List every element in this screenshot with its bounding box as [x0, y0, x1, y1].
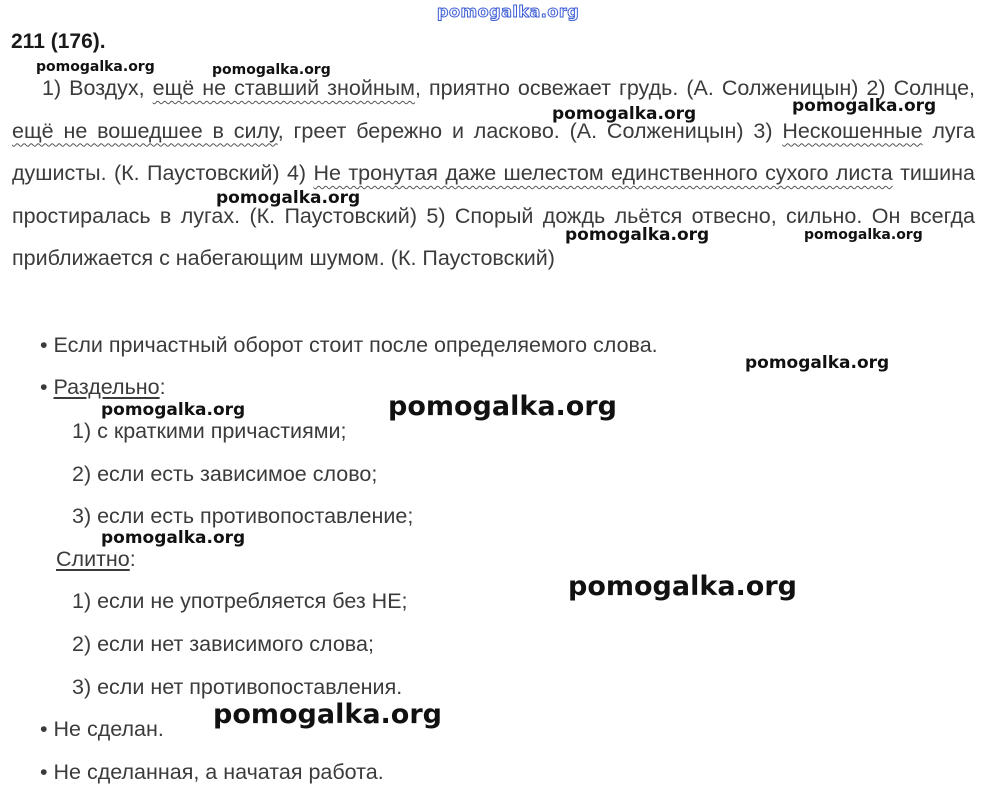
- slitno-case-3: 3) если нет противопоставления.: [72, 675, 403, 699]
- participle-phrase-4: Не тронутая даже шелестом единственного сухого листа: [313, 161, 893, 186]
- participle-phrase-2: ещё не вошедшее в силу: [12, 118, 278, 143]
- watermark: pomogalka.org: [792, 96, 937, 116]
- watermark: pomogalka.org: [216, 188, 361, 208]
- heading-razdelno-colon: :: [159, 375, 166, 399]
- sentence-3-number: 3): [753, 118, 783, 143]
- sentence-4-rest: тишина простиралась в лугах. (К. Паустовский): [12, 161, 976, 228]
- watermark: pomogalka.org: [745, 353, 890, 373]
- heading-slitno: Слитно: [56, 547, 130, 571]
- rule-bullet-2: [40, 374, 166, 400]
- rule-bullet-4: • Не сделанная, а начатая работа.: [40, 760, 384, 784]
- watermark: pomogalka.org: [552, 104, 697, 124]
- rule-bullet-3: • Не сделан.: [40, 717, 164, 741]
- sentence-1-rest: , приятно освежает грудь. (А. Солженицын): [414, 76, 867, 100]
- watermark: pomogalka.org: [565, 225, 710, 245]
- participle-phrase-1: ещё не ставший знойным: [152, 76, 415, 100]
- watermark: pomogalka.org: [388, 391, 617, 422]
- watermark: pomogalka.org: [101, 400, 246, 420]
- razdelno-case-3: 3) если есть противопоставление;: [72, 504, 414, 528]
- sentence-2-rest: , греет бережно и ласково. (А. Солженицын): [277, 118, 754, 143]
- sentence-1-number: 1) Воздух,: [42, 76, 153, 100]
- header-watermark: pomogalka.org: [437, 2, 580, 21]
- participle-3: Нескошенные: [782, 118, 923, 143]
- rule-bullet-1: • Если причастный оборот стоит после определяемого слова.: [40, 333, 658, 357]
- watermark: pomogalka.org: [101, 528, 246, 548]
- razdelno-case-1: 1) с краткими причастиями;: [72, 419, 347, 443]
- watermark: pomogalka.org: [804, 227, 923, 243]
- razdelno-case-2: 2) если есть зависимое слово;: [72, 462, 378, 486]
- heading-slitno-colon: :: [129, 547, 136, 571]
- watermark: pomogalka.org: [36, 59, 155, 75]
- bullet-2-marker: •: [40, 375, 54, 399]
- sentence-4-number: 4): [286, 161, 314, 186]
- slitno-heading-line: [56, 546, 136, 572]
- slitno-case-2: 2) если нет зависимого слова;: [72, 632, 374, 656]
- sentence-5: 5) Спорый дождь льётся отвесно, сильно. Он всегда приближается с набегающим шумом. (К. Паустовский): [12, 203, 975, 271]
- heading-razdelno: Раздельно: [53, 375, 160, 399]
- watermark: pomogalka.org: [212, 62, 331, 78]
- slitno-case-1: 1) если не употребляется без НЕ;: [72, 589, 408, 613]
- sentence-2-number: 2) Солнце,: [866, 76, 975, 100]
- exercise-number: 211 (176).: [11, 30, 106, 53]
- sentence-3-rest: луга душисты. (К. Паустовский): [12, 118, 975, 186]
- watermark: pomogalka.org: [213, 699, 442, 730]
- watermark: pomogalka.org: [568, 571, 797, 602]
